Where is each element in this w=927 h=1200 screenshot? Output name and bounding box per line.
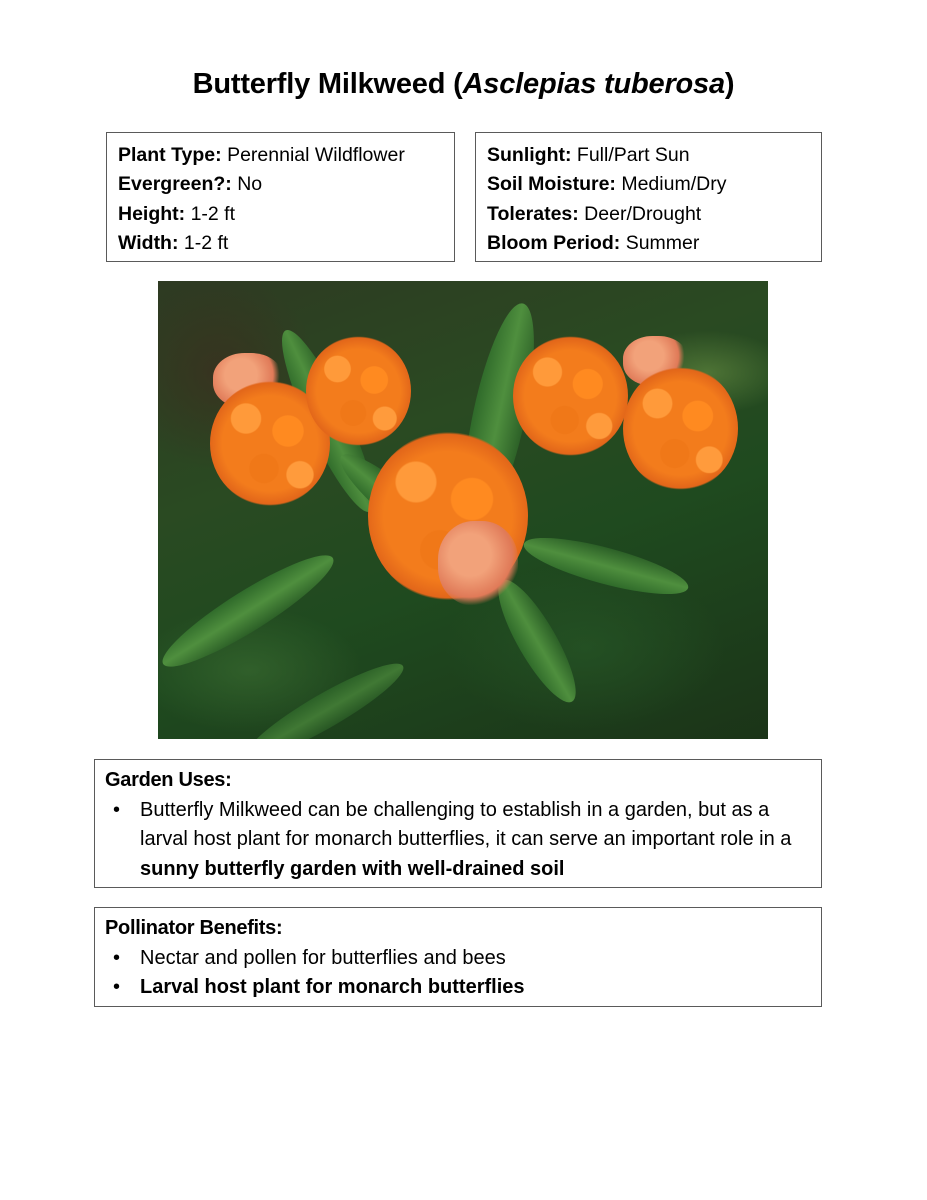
garden-uses-section bbox=[94, 759, 822, 888]
list-item bbox=[105, 973, 811, 1003]
plant-photo bbox=[158, 281, 768, 739]
fact-label: Evergreen?: bbox=[118, 173, 232, 196]
fact-tolerates bbox=[487, 200, 811, 229]
fact-label: Height: bbox=[118, 202, 186, 225]
fact-label: Tolerates: bbox=[487, 202, 579, 225]
list-item bbox=[105, 944, 811, 974]
fact-value: Perennial Wildflower bbox=[227, 144, 405, 166]
flower-cluster bbox=[623, 366, 738, 491]
fact-label: Bloom Period: bbox=[487, 231, 621, 254]
bullet-icon: • bbox=[113, 798, 121, 821]
fact-value: Summer bbox=[625, 231, 700, 254]
fact-plant-type bbox=[118, 141, 444, 170]
fact-value: Full/Part Sun bbox=[576, 144, 690, 166]
bullet-icon: • bbox=[113, 976, 121, 998]
section-heading: Pollinator Benefits: bbox=[105, 917, 283, 939]
bullet-list bbox=[105, 944, 811, 1003]
flower-buds bbox=[438, 521, 518, 606]
item-text-bold: Larval host plant for monarch butterflies bbox=[140, 976, 525, 998]
close-paren: ) bbox=[724, 68, 735, 100]
flower-cluster bbox=[513, 336, 628, 456]
fact-value: Medium/Dry bbox=[621, 173, 727, 196]
fact-width bbox=[118, 229, 444, 258]
bullet-icon: • bbox=[113, 946, 121, 969]
fact-label: Soil Moisture: bbox=[487, 173, 616, 196]
leaf-shape bbox=[519, 527, 693, 606]
fact-height bbox=[118, 200, 444, 229]
pollinator-benefits-section bbox=[94, 907, 822, 1007]
flower-cluster bbox=[306, 336, 411, 446]
fact-value: Deer/Drought bbox=[584, 202, 702, 225]
fact-sunlight bbox=[487, 141, 811, 170]
fact-soil-moisture bbox=[487, 170, 811, 199]
item-text: Butterfly Milkweed can be challenging to establish in a garden, but as a larval host plant for monarch butterflies, it can serve an important role in a bbox=[140, 798, 792, 850]
fact-evergreen bbox=[118, 170, 444, 199]
fact-label: Width: bbox=[118, 231, 179, 254]
fact-value: 1-2 ft bbox=[190, 202, 236, 225]
scientific-name: Asclepias tuberosa bbox=[462, 68, 725, 100]
fact-value: 1-2 ft bbox=[183, 231, 229, 254]
plant-facts-right bbox=[475, 132, 822, 262]
item-text-bold: sunny butterfly garden with well-drained soil bbox=[140, 857, 565, 880]
bullet-list bbox=[105, 796, 811, 885]
leaf-shape bbox=[239, 651, 412, 739]
leaf-shape bbox=[158, 541, 343, 681]
page-title bbox=[0, 68, 927, 101]
list-item bbox=[105, 796, 811, 885]
fact-value: No bbox=[237, 173, 263, 196]
fact-label: Sunlight: bbox=[487, 144, 572, 166]
common-name: Butterfly Milkweed bbox=[192, 68, 446, 100]
plant-facts-left bbox=[106, 132, 455, 262]
fact-bloom-period bbox=[487, 229, 811, 258]
fact-label: Plant Type: bbox=[118, 144, 222, 166]
open-paren: ( bbox=[453, 68, 463, 100]
item-text: Nectar and pollen for butterflies and bees bbox=[140, 946, 506, 969]
section-heading: Garden Uses: bbox=[105, 769, 232, 791]
